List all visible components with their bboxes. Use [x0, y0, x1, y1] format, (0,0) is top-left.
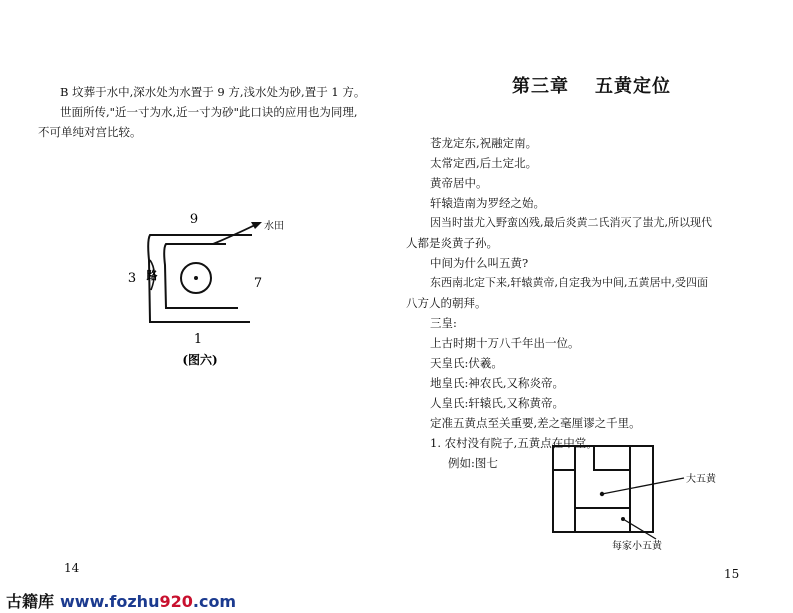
text-line: 东西南北定下来,轩辕黄帝,自定我为中间,五黄居中,受四面 — [430, 276, 708, 289]
text-line: 三皇: — [430, 316, 457, 330]
text-line: 苍龙定东,祝融定南。 — [430, 136, 538, 150]
label-one: 1 — [193, 332, 203, 347]
text-line: 八方人的朝拜。 — [406, 296, 487, 310]
big-five-yellow-label: 大五黄 — [686, 474, 716, 485]
page-number-left: 14 — [64, 561, 80, 575]
right-page — [396, 0, 793, 613]
chapter-number: 第三章 — [512, 76, 569, 97]
text-line: 例如:图七 — [448, 456, 498, 470]
site-watermark — [6, 589, 236, 612]
right-wing — [630, 446, 653, 532]
text-line: 人皇氏:轩辕氏,又称黄帝。 — [430, 396, 565, 410]
site-url: www.fozhu920.com — [60, 592, 237, 611]
inner-boundary-line — [164, 244, 238, 308]
small-five-yellow-label: 每家小五黄 — [612, 541, 662, 552]
text-line: 中间为什么叫五黄? — [430, 256, 529, 270]
label-three: 3 — [127, 271, 137, 286]
site-name: 古籍库 — [6, 592, 55, 611]
text-line: 太常定西,后土定北。 — [430, 156, 538, 170]
outer-building — [553, 446, 653, 532]
text-line: 定准五黄点至关重要,差之毫厘谬之千里。 — [430, 416, 641, 430]
left-paragraph-3: 不可单纯对宫比较。 — [38, 125, 142, 139]
left-paragraph-2: 世面所传,"近一寸为水,近一寸为砂"此口诀的应用也为同理, — [60, 105, 358, 119]
text-line: 1. 农村没有院子,五黄点在中堂。 — [430, 436, 598, 450]
figure-six-diagram — [0, 0, 396, 613]
small-label-leader — [623, 519, 656, 539]
text-line: 地皇氏:神农氏,又称炎帝。 — [430, 376, 565, 390]
text-line: 因当时蚩尤入野蛮凶残,最后炎黄二氏消灭了蚩尤,所以现代 — [430, 216, 712, 229]
page-number-right: 15 — [724, 567, 740, 581]
left-wing — [553, 446, 575, 532]
label-seven: 7 — [253, 276, 263, 291]
text-line: 轩辕造南为罗经之始。 — [430, 196, 545, 210]
top-room — [594, 446, 630, 470]
text-line: 天皇氏:伏羲。 — [430, 356, 503, 370]
chapter-name: 五黄定位 — [595, 76, 671, 97]
center-dot — [194, 276, 198, 280]
text-line: 人都是炎黄子孙。 — [406, 236, 498, 250]
text-line: 黄帝居中。 — [430, 176, 488, 190]
figure-caption: (图六) — [182, 353, 218, 367]
left-page — [0, 0, 396, 613]
left-paragraph-1: B 坟葬于水中,深水处为水置于 9 方,浅水处为砂,置于 1 方。 — [60, 85, 366, 99]
label-nine: 9 — [189, 212, 199, 227]
water-field-label: 水田 — [264, 221, 284, 232]
road-label: 路 — [146, 269, 158, 282]
big-label-leader — [602, 478, 684, 494]
text-line: 上古时期十万八千年出一位。 — [430, 336, 580, 350]
figure-seven-diagram — [396, 0, 793, 613]
